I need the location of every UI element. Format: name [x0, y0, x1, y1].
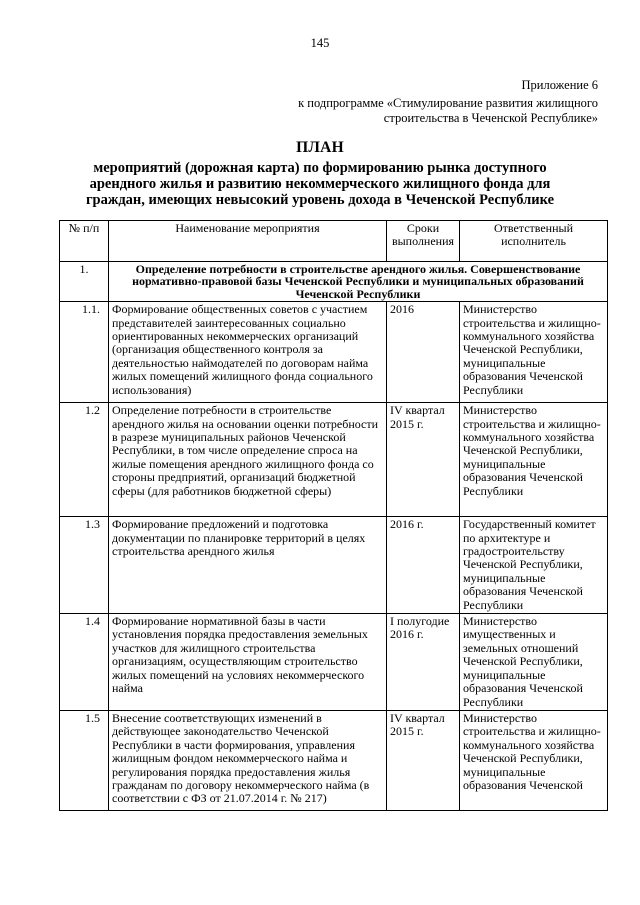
row-name: Формирование нормативной базы в части установления порядка предоставления земельных участков для жилищного строительства организациям, осуществляющим строительство жилых помещений на условиях некоммерческого найма [109, 614, 387, 711]
row-executor: Министерство строительства и жилищно-коммунального хозяйства Чеченской Республики, муниципальные образования Чеченской [460, 710, 608, 810]
plan-subtitle: мероприятий (дорожная карта) по формированию рынка доступного арендного жилья и развитию некоммерческого жилищного фонда для граждан, имеющих невысокий уровень дохода в Чеченской Республике [85, 160, 555, 208]
row-num: 1.1. [60, 302, 109, 403]
row-term: IV квартал 2015 г. [387, 710, 460, 810]
header-num: № п/п [60, 221, 109, 262]
plan-table [59, 220, 608, 811]
table-row [60, 403, 608, 517]
row-executor: Государственный комитет по архитектуре и градостроительству Чеченской Республики, муниципальные образования Чеченской Республики [460, 517, 608, 614]
section-title: Определение потребности в строительстве арендного жилья. Совершенствование нормативно-правовой базы Чеченской Республики и муниципальных образований Чеченской Республики [109, 262, 608, 302]
row-executor: Министерство имущественных и земельных отношений Чеченской Республики, муниципальные образования Чеченской Республики [460, 614, 608, 711]
table-row [60, 517, 608, 614]
row-num: 1.2 [60, 403, 109, 517]
page-number: 145 [310, 36, 330, 50]
row-num: 1.3 [60, 517, 109, 614]
row-term: I полугодие 2016 г. [387, 614, 460, 711]
row-term: 2016 [387, 302, 460, 403]
section-num: 1. [60, 262, 109, 302]
row-term: IV квартал 2015 г. [387, 403, 460, 517]
header-name: Наименование мероприятия [109, 221, 387, 262]
row-num: 1.5 [60, 710, 109, 810]
annex-header [298, 78, 598, 126]
annex-line-2: строительства в Чеченской Республике» [383, 111, 598, 125]
section-row [60, 262, 608, 302]
plan-title: ПЛАН [296, 139, 344, 156]
row-num: 1.4 [60, 614, 109, 711]
row-name: Внесение соответствующих изменений в действующее законодательство Чеченской Республики в части формирования, управления жилищным фондом некоммерческого найма и регулирования порядка предоставления жилья гражданам по договору некоммерческого найма (в соответствии с ФЗ от 21.07.2014 г. № 217) [109, 710, 387, 810]
row-name: Формирование общественных советов с участием представителей заинтересованных социально ориентированных некоммерческих организаций (организация общественного контроля за деятельностью наймодателей по договорам найма жилых помещений жилищного фонда социального использования) [109, 302, 387, 403]
annex-line-1: к подпрограмме «Стимулирование развития жилищного [298, 96, 598, 110]
row-term: 2016 г. [387, 517, 460, 614]
row-name: Формирование предложений и подготовка документации по планировке территорий в целях строительства арендного жилья [109, 517, 387, 614]
annex-title: Приложение 6 [521, 78, 598, 92]
row-executor: Министерство строительства и жилищно-коммунального хозяйства Чеченской Республики, муниципальные образования Чеченской Республики [460, 302, 608, 403]
header-executor: Ответственный исполнитель [460, 221, 608, 262]
table-row [60, 302, 608, 403]
header-term: Сроки выполнения [387, 221, 460, 262]
table-row [60, 614, 608, 711]
table-row [60, 710, 608, 810]
row-name: Определение потребности в строительстве арендного жилья на основании оценки потребности в разрезе муниципальных районов Чеченской Республики, в том числе определение спроса на жилые помещения арендного жилищного фонда со стороны предприятий, организаций бюджетной сферы (для работников бюджетной сферы) [109, 403, 387, 517]
row-executor: Министерство строительства и жилищно-коммунального хозяйства Чеченской Республики, муниципальные образования Чеченской Республики [460, 403, 608, 517]
table-header-row [60, 221, 608, 262]
